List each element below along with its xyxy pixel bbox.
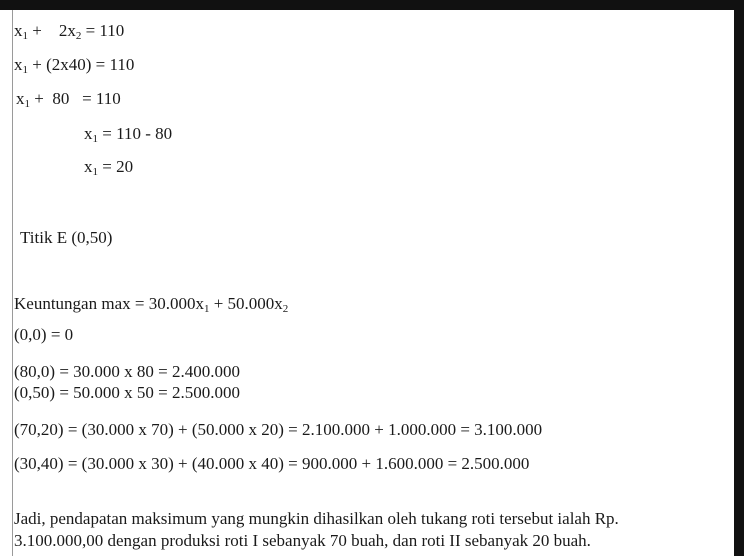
equation-line-3: $x_1 + 80 = 110$ xyxy=(16,89,121,110)
profit-row-2: (80,0) = 30.000 x 80 = 2.400.000 xyxy=(14,362,240,381)
subscript-digit: 1 xyxy=(92,133,98,145)
conclusion-paragraph xyxy=(14,508,726,552)
right-frame-bar xyxy=(734,0,744,556)
subscript-digit: 1 xyxy=(24,98,30,110)
profit-function: Keuntungan $\max = 30.000x_1 + 50.000x_2$ xyxy=(14,294,289,315)
equation-line-5: $x_1 = 20$ xyxy=(84,157,134,178)
equation-line-4: $x_1 = 110 - 80$ xyxy=(84,124,173,145)
profit-row-3: (0,50) = 50.000 x 50 = 2.500.000 xyxy=(14,383,240,402)
subscript-digit: 1 xyxy=(22,30,28,42)
subscript-digit: 2 xyxy=(75,30,82,42)
point-e-label: Titik E (0,50) xyxy=(20,228,113,247)
conclusion-line-2: 3.100.000,00 dengan produksi roti I sebanyak 70 buah, dan roti II sebanyak 20 buah. xyxy=(14,531,591,550)
subscript-digit: 1 xyxy=(203,303,210,315)
profit-row-4: (70,20) = (30.000 x 70) + (50.000 x 20) = 2.100.000 + 1.000.000 = 3.100.000 xyxy=(14,420,543,439)
profit-row-5: (30,40) = (30.000 x 30) + (40.000 x 40) = 900.000 + 1.600.000 = 2.500.000 xyxy=(14,454,530,473)
profit-row-1: (0,0) = 0 xyxy=(14,325,74,344)
conclusion-line-1: Jadi, pendapatan maksimum yang mungkin dihasilkan oleh tukang roti tersebut ialah Rp. xyxy=(14,509,619,528)
subscript-digit: 1 xyxy=(22,64,28,76)
subscript-digit: 1 xyxy=(92,166,98,178)
equation-line-1: $x_1$ + $2x_2 = 110$ xyxy=(14,21,125,42)
equation-line-2: $x_1 + (2x40) = 110$ xyxy=(14,55,135,76)
subscript-digit: 2 xyxy=(282,303,289,315)
